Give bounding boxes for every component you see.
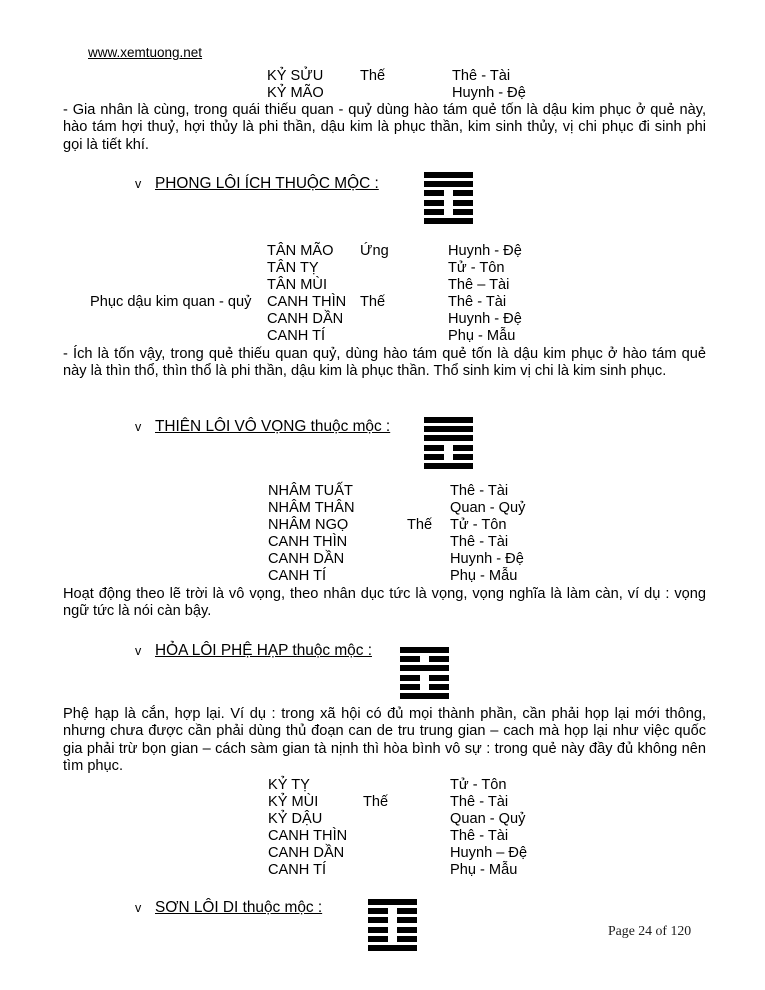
branch-cell: CANH THÌN [268,828,348,844]
the-ung-cell: Thế [363,794,389,810]
relation-cell: Quan - Quỷ [450,500,526,516]
the-ung-cell: Ứng [360,243,389,259]
branch-cell: CANH TÍ [268,862,327,878]
relation-cell: Tử - Tôn [450,777,507,793]
branch-cell: CANH TÍ [268,568,327,584]
relation-cell: Huynh - Đệ [448,243,522,259]
relation-cell: Tử - Tôn [448,260,505,276]
the-ung-cell: Thế [407,517,433,533]
heading-label: SƠN LÔI DI thuộc mộc : [155,899,323,916]
hexagram-vo-vong-figure [424,417,473,472]
relation-cell: Thê - Tài [448,294,507,310]
branch-cell: TÂN TỴ [267,260,319,276]
the-ung-cell: Thế [360,294,386,310]
relation-cell: Huynh - Đệ [448,311,522,327]
branch-cell: NHÂM NGỌ [268,517,349,533]
hexagram-ich-figure [424,172,473,227]
site-url-header: www.xemtuong.net [88,45,203,60]
branch-cell: KỶ DẬU [268,811,323,827]
section-heading-vo-vong [0,418,765,438]
branch-cell: CANH THÌN [267,294,347,310]
branch-cell: KỶ TỴ [268,777,310,793]
bullet-icon: v [135,644,142,658]
branch-cell: NHÂM THÂN [268,500,355,516]
paragraph-phe-hap: Phệ hạp là cắn, hợp lại. Ví dụ : trong xã hội có đủ mọi thành phần, cần phải họp lại mới thông, nhưng chưa được cần phải dùng thủ đoạn can de tru trung gian – cach mà họp lại như việc quốc gia phải trừ bọn gian – cách sàm gian tà nịnh thì hòa bình vô sự : trong quẻ này đầy đủ không nên tìm phục. [63,706,706,775]
branch-cell: CANH DẦN [268,845,345,861]
relation-cell: Thê - Tài [452,68,511,84]
relation-cell: Thê - Tài [450,828,509,844]
branch-cell: TÂN MÃO [267,243,334,259]
paragraph-ich: - Ích là tốn vậy, trong quẻ thiếu quan quỷ, dùng hào tám quẻ tốn là dậu kim phục ở hào tám quẻ này là thìn thổ, thìn thổ là phi thần, dậu kim là phục thần. Thổ sinh kim vị chi là kim sinh phục. [63,346,706,380]
branch-cell: CANH TÍ [267,328,326,344]
heading-label: PHONG LÔI ÍCH THUỘC MỘC : [155,175,379,192]
heading-label: HỎA LÔI PHỆ HẠP thuộc mộc : [155,642,372,659]
bullet-icon: v [135,901,142,915]
page-number: Page 24 of 120 [608,923,692,938]
relation-cell: Thê - Tài [450,483,509,499]
relation-cell: Quan - Quỷ [450,811,526,827]
paragraph-vo-vong: Hoạt động theo lẽ trời là vô vọng, theo nhân dục tức là vọng, vọng nghĩa là làm càn, ví dụ : vọng ngữ tức là nói càn bậy. [63,586,706,620]
relation-cell: Tử - Tôn [450,517,507,533]
hidden-element-note: Phục dậu kim quan - quỷ [90,294,252,310]
relation-cell: Thê - Tài [450,534,509,550]
relation-cell: Phụ - Mẫu [450,568,518,584]
paragraph-gia-nhan: - Gia nhân là cùng, trong quái thiếu quan - quỷ dùng hào tám quẻ tốn là dậu kim phục ở quẻ này, hào tám hợi thuỷ, hợi thủy là phi thần, dậu kim là phục thần, kim sinh thủy, vị chi phục đi sinh phi gọi là tiết khí. [63,102,706,153]
branch-cell: KỶ MÃO [267,85,324,101]
branch-cell: CANH DẦN [268,551,345,567]
branch-cell: KỶ SỬU [267,68,324,84]
bullet-icon: v [135,420,142,434]
branch-cell: CANH THÌN [268,534,348,550]
hexagram-di-figure [368,899,417,954]
the-ung-cell: Thế [360,68,386,84]
relation-cell: Huynh - Đệ [452,85,526,101]
branch-cell: NHÂM TUẤT [268,483,353,499]
relation-cell: Phụ - Mẫu [450,862,518,878]
branch-cell: CANH DẦN [267,311,344,327]
relation-cell: Huynh - Đệ [450,551,524,567]
section-heading-ich [0,175,765,195]
relation-cell: Thê – Tài [448,277,510,293]
bullet-icon: v [135,177,142,191]
heading-label: THIÊN LÔI VÔ VỌNG thuộc mộc : [155,418,391,435]
hexagram-phe-hap-figure [400,647,449,702]
relation-cell: Phụ - Mẫu [448,328,516,344]
relation-cell: Thê - Tài [450,794,509,810]
relation-cell: Huynh – Đệ [450,845,528,861]
section-heading-phe-hap [0,642,765,662]
branch-cell: KỶ MÙI [268,794,319,810]
branch-cell: TÂN MÙI [267,277,327,293]
